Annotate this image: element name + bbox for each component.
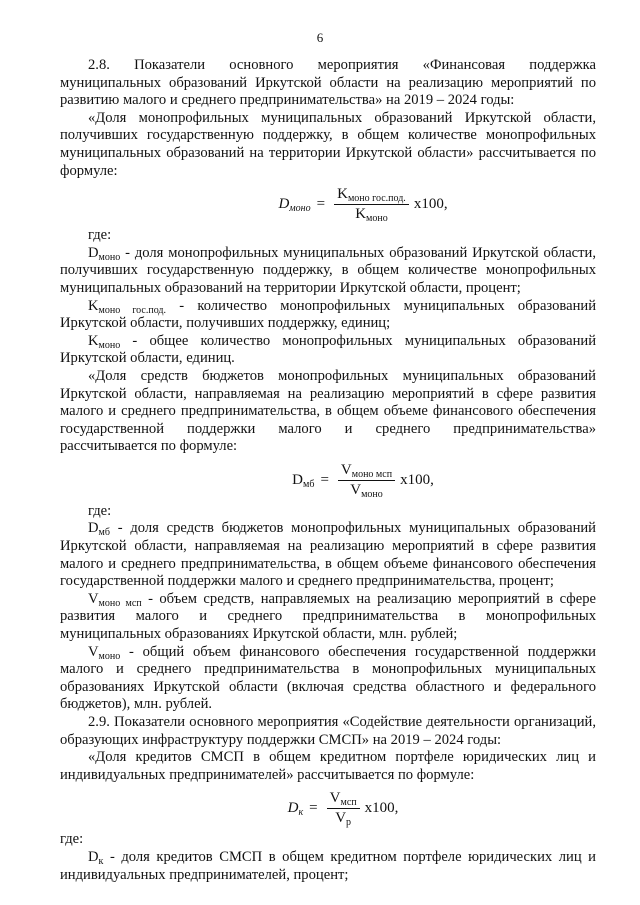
formula-denominator: $V_р$	[335, 810, 352, 829]
formula-fraction	[334, 186, 409, 223]
section-2-9-heading: 2.9. Показатели основного мероприятия «Содействие деятельности организаций, образующих инфраструктуру поддержки СМСП» на 2019 – 2024 годы:	[60, 714, 596, 748]
formula-numerator: $K_{моно гос.под.}$	[334, 186, 409, 205]
definition-d-mono: $D_{моно}$ - доля монопрофильных муниципальных образований Иркутской области, получивших государственную поддержку, в общем количестве монопрофильных муниципальных образований на территории Иркутской области, процент;	[60, 244, 596, 296]
document-body	[60, 57, 596, 884]
formula-equals: =	[320, 471, 329, 488]
formula-fraction	[338, 462, 395, 499]
formula-lhs: $D_к$	[287, 800, 304, 819]
section-2-8-heading: 2.8. Показатели основного мероприятия «Финансовая поддержка муниципальных образований Иркутской области на реализацию мероприятий по развитию малого и среднего предпринимательства» на 2019 – 2024 годы:	[60, 57, 596, 109]
indicator-smsp-credit-description: «Доля кредитов СМСП в общем кредитном портфеле юридических лиц и индивидуальных предпринимателей» рассчитывается по формуле:	[60, 749, 596, 783]
formula-equals: =	[309, 800, 318, 817]
formula-d-mono	[130, 186, 596, 223]
formula-multiplier: x100,	[364, 800, 399, 817]
formula-numerator: $V_{мсп}$	[327, 790, 360, 809]
formula-lhs: $D_{мб}$	[292, 471, 315, 490]
definition-d-k: $D_к$ - доля кредитов СМСП в общем кредитном портфеле юридических лиц и индивидуальных предпринимателей, процент;	[60, 848, 596, 883]
indicator-mono-support-description: «Доля монопрофильных муниципальных образований Иркутской области, получивших государственную поддержку, в общем количестве монопрофильных муниципальных образований на территории Иркутской области» рассчитывается по формуле:	[60, 109, 596, 179]
definition-v-mono: $V_{моно}$ - общий объем финансового обеспечения государственной поддержки малого и среднего предпринимательства в монопрофильных муниципальных образованиях Иркутской области (включая средства областного и федерального бюджетов), млн. рублей.	[60, 643, 596, 713]
definition-k-mono: $K_{моно}$ - общее количество монопрофильных муниципальных образований Иркутской области, единиц.	[60, 332, 596, 367]
definition-d-mb: $D_{мб}$ - доля средств бюджетов монопрофильных муниципальных образований Иркутской области, направляемая на реализацию мероприятий в сфере развития малого и среднего предпринимательства, в общем объеме финансового обеспечения государственной поддержки малого и среднего предпринимательства, процент;	[60, 520, 596, 590]
indicator-mono-budget-description: «Доля средств бюджетов монопрофильных муниципальных образований Иркутской области, направляемая на реализацию мероприятий в сфере развития малого и среднего предпринимательства, в общем объеме финансового обеспечения государственной поддержки малого и среднего предпринимательства» рассчитывается по формуле:	[60, 367, 596, 455]
formula-denominator: $K_{моно}$	[355, 206, 388, 225]
where-label: где:	[88, 227, 112, 244]
where-label: где:	[88, 502, 112, 519]
definition-k-mono-gos: $K_{моно гос.под.}$ - количество монопрофильных муниципальных образований Иркутской области, получивших поддержку, единиц;	[60, 297, 597, 332]
formula-lhs: $D_{моно}$	[278, 195, 311, 214]
formula-numerator: $V_{моно мсп}$	[338, 462, 395, 481]
formula-multiplier: x100,	[400, 471, 434, 488]
where-label: где:	[60, 831, 84, 848]
formula-equals: =	[316, 195, 326, 212]
page-number: 6	[316, 30, 324, 45]
formula-d-mb	[130, 462, 596, 499]
definition-v-mono-msp: $V_{моно мсп}$ - объем средств, направляемых на реализацию мероприятий в сфере развития малого и среднего предпринимательства в монопрофильных муниципальных образованиях Иркутской области, млн. рублей;	[60, 590, 596, 643]
formula-fraction	[327, 790, 360, 827]
formula-d-k	[90, 790, 596, 827]
formula-denominator: $V_{моно}$	[350, 481, 383, 500]
formula-multiplier: x100,	[413, 195, 448, 212]
